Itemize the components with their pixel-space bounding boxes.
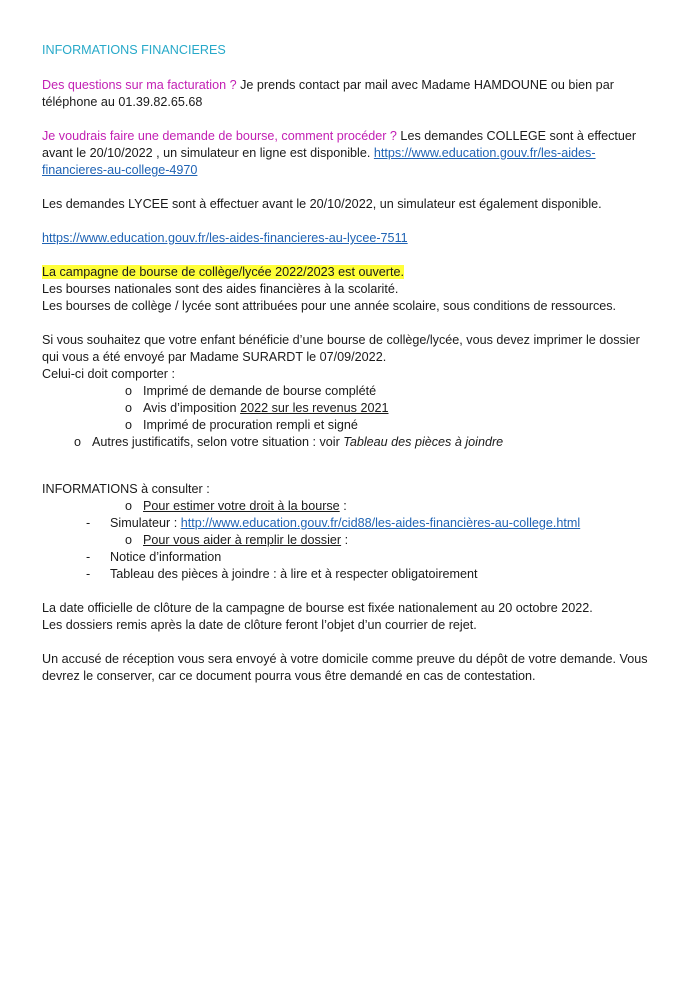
colon: : <box>339 499 347 513</box>
billing-line-1 <box>42 77 614 94</box>
list-item-text: Autres justificatifs, selon votre situation : voir <box>92 435 344 449</box>
simulator-item <box>86 515 580 532</box>
bullet: o <box>125 401 133 415</box>
scholarship-line-3 <box>42 162 197 179</box>
page-title: INFORMATIONS FINANCIERES <box>42 43 226 57</box>
list-item <box>125 383 376 400</box>
college-text: Les demandes COLLEGE sont à effectuer <box>396 129 637 143</box>
dossier-line-1: Si vous souhaitez que votre enfant bénéficie d’une bourse de collège/lycée, vous devez imprimer le dossier <box>42 333 640 347</box>
list-item-text: Imprimé de demande de bourse complété <box>143 384 377 398</box>
list-item <box>125 417 358 434</box>
college-link-continued[interactable]: financieres-au-college-4970 <box>42 163 198 177</box>
notice-item <box>86 549 221 566</box>
lycee-text: Les demandes LYCEE sont à effectuer avant le 20/10/2022, un simulateur est également disponible. <box>42 197 602 211</box>
college-deadline: avant le 20/10/2022 , un simulateur en ligne est disponible. <box>42 146 371 160</box>
estimate-label: Pour estimer votre droit à la bourse <box>143 499 340 513</box>
notice-text: Notice d’information <box>110 550 222 564</box>
lycee-link[interactable]: https://www.education.gouv.fr/les-aides-financieres-au-lycee-7511 <box>42 231 408 245</box>
billing-question: Des questions sur ma facturation ? <box>42 78 237 92</box>
closing-line-4: devrez le conserver, car ce document pourra vous être demandé en cas de contestation. <box>42 669 536 683</box>
bullet: o <box>74 435 82 449</box>
dossier-line-2: qui vous a été envoyé par Madame SURARDT le 07/09/2022. <box>42 350 387 364</box>
bullet: o <box>125 418 133 432</box>
closing-line-2: Les dossiers remis après la date de clôture feront l’objet d’un courrier de rejet. <box>42 618 477 632</box>
simulator-link[interactable]: http://www.education.gouv.fr/cid88/les-aides-financières-au-college.html <box>180 516 581 530</box>
lycee-line <box>42 230 408 247</box>
list-item <box>125 498 347 515</box>
colon: : <box>341 533 349 547</box>
pieces-text: Tableau des pièces à joindre : à lire et à respecter obligatoirement <box>110 567 478 581</box>
dash: - <box>86 516 91 530</box>
campaign-line-1: Les bourses nationales sont des aides financières à la scolarité. <box>42 282 399 296</box>
bullet: o <box>125 499 133 513</box>
dash: - <box>86 550 91 564</box>
scholarship-line-1 <box>42 128 636 145</box>
list-item <box>125 532 348 549</box>
list-item-text: Imprimé de procuration rempli et signé <box>143 418 358 432</box>
scholarship-question: Je voudrais faire une demande de bourse, comment procéder ? <box>42 129 397 143</box>
list-item-text: Avis d’imposition <box>143 401 241 415</box>
list-item <box>125 400 389 417</box>
dash: - <box>86 567 91 581</box>
closing-line-1: La date officielle de clôture de la campagne de bourse est fixée nationalement au 20 octobre 2022. <box>42 601 593 615</box>
tax-year-underlined: 2022 sur les revenus 2021 <box>240 401 389 415</box>
college-link[interactable]: https://www.education.gouv.fr/les-aides- <box>373 146 596 160</box>
billing-answer: Je prends contact par mail avec Madame HAMDOUNE ou bien par <box>236 78 614 92</box>
billing-line-2: téléphone au 01.39.82.65.68 <box>42 95 203 109</box>
list-item <box>74 434 503 451</box>
closing-line-3: Un accusé de réception vous sera envoyé à votre domicile comme preuve du dépôt de votre demande. Vous <box>42 652 648 666</box>
bullet: o <box>125 533 133 547</box>
simulator-label: Simulateur : <box>110 516 181 530</box>
pieces-item <box>86 566 478 583</box>
dossier-line-3: Celui-ci doit comporter : <box>42 367 175 381</box>
pieces-table-reference: Tableau des pièces à joindre <box>343 435 504 449</box>
help-label: Pour vous aider à remplir le dossier <box>143 533 342 547</box>
campaign-line <box>42 264 404 281</box>
campaign-highlight: La campagne de bourse de collège/lycée 2022/2023 est ouverte. <box>42 265 404 279</box>
bullet: o <box>125 384 133 398</box>
info-heading: INFORMATIONS à consulter : <box>42 482 210 496</box>
campaign-line-2: Les bourses de collège / lycée sont attribuées pour une année scolaire, sous conditions de ressources. <box>42 299 617 313</box>
scholarship-line-2 <box>42 145 596 162</box>
